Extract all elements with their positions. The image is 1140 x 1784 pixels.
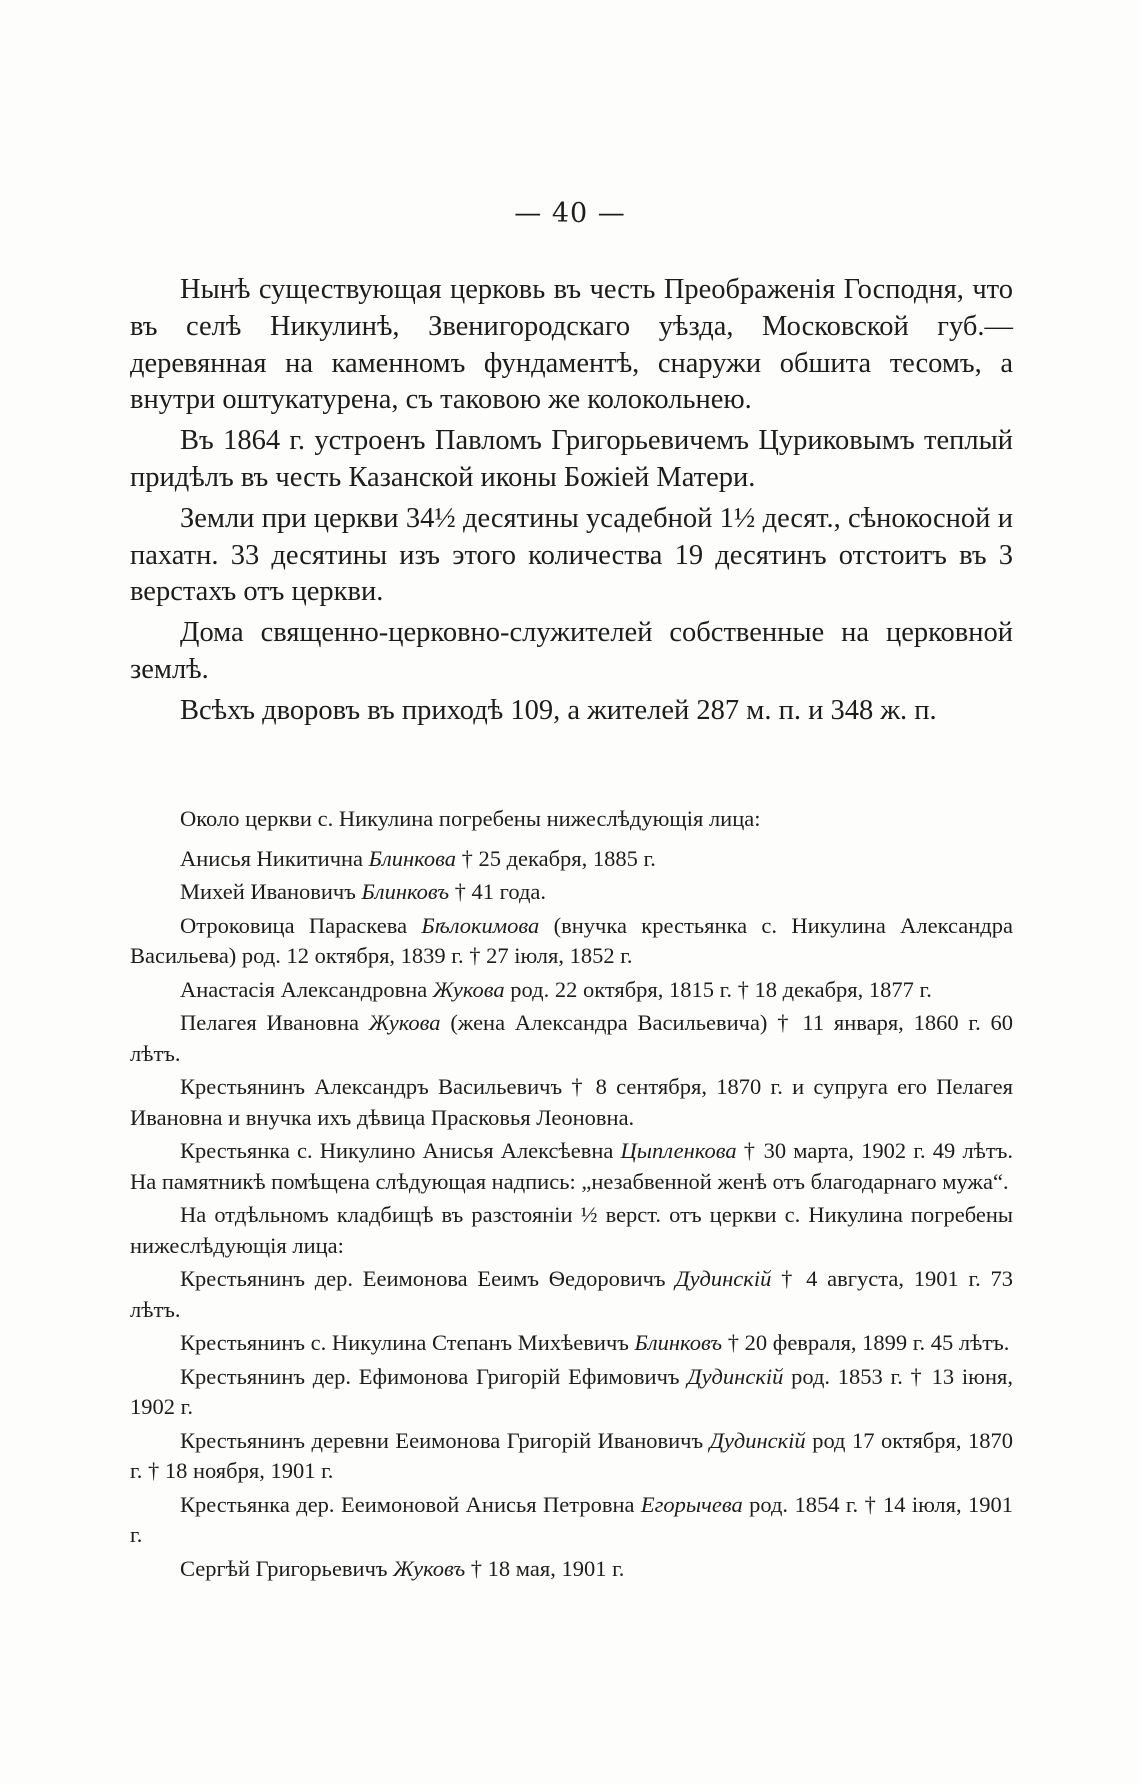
surname: Блинковъ bbox=[634, 1330, 723, 1355]
burial-entry: Пелагея Ивановна Жукова (жена Александра Васильевича) † 11 января, 1860 г. 60 лѣтъ. bbox=[130, 1010, 1013, 1066]
burial-entry: Анисья Никитична Блинкова † 25 декабря, 1885 г. bbox=[180, 845, 656, 871]
burial-section-intro: На отдѣльномъ кладбищѣ въ разстояніи ½ верст. отъ церкви с. Никулина погребены нижеслѣдующія лица: bbox=[130, 1202, 1013, 1258]
page-number: — 40 — bbox=[514, 198, 626, 229]
surname: Жукова bbox=[432, 976, 505, 1002]
surname: Жукова bbox=[368, 1010, 441, 1035]
paragraph-parish: Всѣхъ дворовъ въ приходѣ 109, а жителей 287 м. п. и 348 ж. п. bbox=[180, 694, 937, 726]
paragraph-chapel: Въ 1864 г. устроенъ Павломъ Григорьевичемъ Цуриковымъ теплый придѣлъ въ честь Казанской иконы Божіей Матери. bbox=[130, 425, 1013, 493]
paragraph-houses: Дома священно-церковно-служителей собственные на церковной землѣ. bbox=[130, 617, 1013, 685]
surname: Дудинскій bbox=[709, 1427, 806, 1453]
burials-intro: Около церкви с. Никулина погребены нижеслѣдующія лица: bbox=[180, 806, 761, 831]
surname: Дудинскій bbox=[687, 1363, 784, 1389]
main-text bbox=[130, 272, 1013, 734]
surname: Дудинскій bbox=[675, 1266, 772, 1291]
burial-entry: Крестьянка дер. Ееимоновой Анисья Петровна Егорычева род. 1854 г. † 14 іюля, 1901 г. bbox=[130, 1491, 1013, 1547]
paragraph-land: Земли при церкви 34½ десятины усадебной 1½ десят., сѣнокосной и пахатн. 33 десятины изъ этого количества 19 десятинъ отстоитъ въ 3 верстахъ отъ церкви. bbox=[130, 502, 1013, 608]
burials-list bbox=[130, 804, 1013, 1587]
burial-entry: Сергѣй Григорьевичъ Жуковъ † 18 мая, 1901 г. bbox=[180, 1555, 625, 1581]
paragraph-church-description: Нынѣ существующая церковь въ честь Преображенія Господня, что въ селѣ Никулинѣ, Звенигородскаго уѣзда, Московской губ.—деревянная на каменномъ фундаментѣ, снаружи обшита тесомъ, а внутри оштукатурена, съ таковою же колокольнею. bbox=[130, 274, 1013, 416]
surname: Цыпленкова bbox=[620, 1138, 737, 1163]
burial-entry: Анастасія Александровна Жукова род. 22 октября, 1815 г. † 18 декабря, 1877 г. bbox=[180, 976, 932, 1002]
burial-entry: Крестьянинъ дер. Ееимонова Ееимъ Ѳедоровичъ Дудинскій † 4 августа, 1901 г. 73 лѣтъ. bbox=[130, 1266, 1013, 1322]
surname: Блинкова bbox=[368, 845, 456, 871]
surname: Жуковъ bbox=[393, 1555, 466, 1581]
burial-entry: Крестьянка с. Никулино Анисья Алексѣевна Цыпленкова † 30 марта, 1902 г. 49 лѣтъ. На памятникѣ помѣщена слѣдующая надпись: „незабвенной женѣ отъ благодарнаго мужа“. bbox=[130, 1138, 1013, 1194]
burial-entry: Отроковица Параскева Бѣлокимова (внучка крестьянка с. Никулина Александра Васильева) род. 12 октября, 1839 г. † 27 іюля, 1852 г. bbox=[130, 912, 1013, 968]
burial-entry: Крестьянинъ дер. Ефимонова Григорій Ефимовичъ Дудинскій род. 1853 г. † 13 іюня, 1902 г. bbox=[130, 1363, 1013, 1419]
surname: Егорычева bbox=[640, 1491, 743, 1517]
burial-entry: Крестьянинъ деревни Ееимонова Григорій Ивановичъ Дудинскій род 17 октября, 1870 г. † 18 ноября, 1901 г. bbox=[130, 1427, 1013, 1483]
burial-entry: Михей Ивановичъ Блинковъ † 41 года. bbox=[180, 879, 547, 904]
surname: Блинковъ bbox=[361, 879, 450, 904]
burial-entry: Крестьянинъ с. Никулина Степанъ Михѣевичъ Блинковъ † 20 февраля, 1899 г. 45 лѣтъ. bbox=[180, 1330, 1010, 1355]
surname: Бѣлокимова bbox=[421, 912, 540, 938]
burial-entry: Крестьянинъ Александръ Васильевичъ † 8 сентября, 1870 г. и супруга его Пелагея Ивановна и внучка ихъ дѣвица Прасковья Леоновна. bbox=[130, 1074, 1013, 1130]
